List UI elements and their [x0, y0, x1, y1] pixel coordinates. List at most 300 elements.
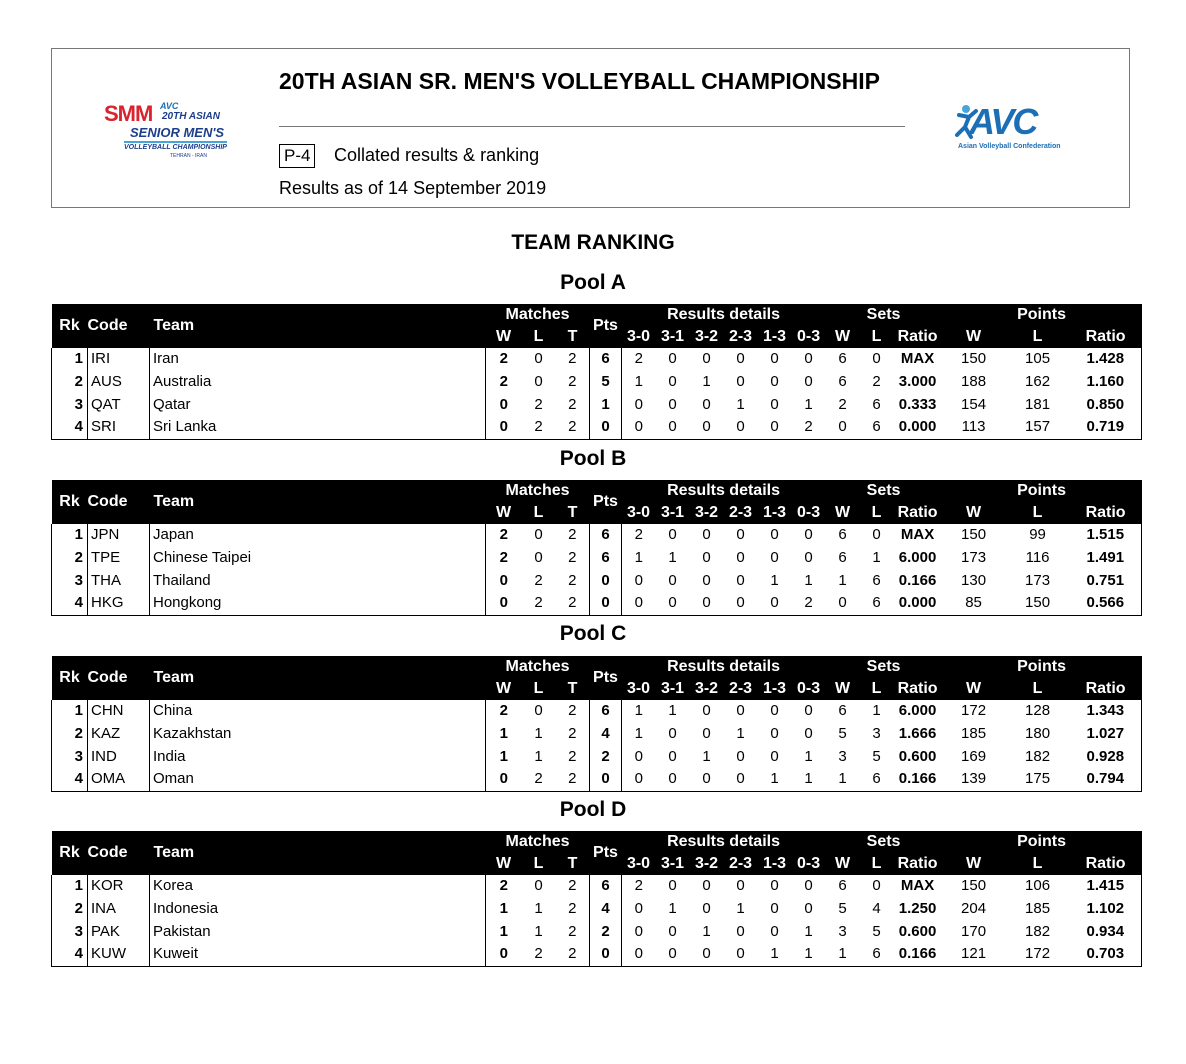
column-header-rk: Rk — [52, 480, 88, 524]
result-3-2-cell: 0 — [702, 395, 711, 413]
column-header-r31: 3-1 — [656, 853, 690, 875]
table-row — [52, 898, 1142, 921]
result-3-0-cell: 1 — [622, 723, 656, 746]
matches-lost-cell: 0 — [534, 350, 543, 368]
column-header-points: Points — [942, 480, 1142, 502]
points-won-cell: 150 — [961, 526, 987, 544]
column-header-points: Points — [942, 831, 1142, 853]
column-header-w: W — [942, 678, 1006, 700]
result-3-2-cell: 0 — [690, 416, 724, 439]
result-2-3-cell: 0 — [736, 571, 745, 589]
points-ratio-cell: 1.428 — [1070, 348, 1142, 371]
team-code-cell: SRI — [88, 416, 150, 439]
matches-total-cell: 2 — [568, 373, 577, 391]
table-row — [52, 569, 1142, 592]
column-header-w: W — [826, 326, 860, 348]
column-header-w: W — [486, 853, 522, 875]
sets-ratio-cell: 0.166 — [898, 571, 937, 589]
sets-ratio-cell: 0.600 — [898, 747, 937, 765]
document-header — [51, 48, 1130, 208]
column-header-ratio: Ratio — [894, 853, 942, 875]
sets-won-cell: 6 — [838, 350, 847, 368]
points-total-cell: 0 — [590, 416, 622, 439]
points-total-cell: 1 — [590, 393, 622, 416]
column-header-l: L — [860, 502, 894, 524]
result-3-0-cell: 1 — [622, 371, 656, 394]
matches-total-cell: 2 — [556, 943, 590, 966]
result-3-0-cell: 0 — [622, 393, 656, 416]
result-2-3-cell: 0 — [736, 877, 745, 895]
column-header-r13: 1-3 — [758, 502, 792, 524]
column-header-w: W — [942, 326, 1006, 348]
results-date: Results as of 14 September 2019 — [279, 178, 547, 198]
points-total-cell: 6 — [590, 875, 622, 898]
result-3-0-cell: 0 — [622, 920, 656, 943]
column-header-sets: Sets — [826, 831, 942, 853]
matches-lost-cell: 2 — [522, 943, 556, 966]
rank-cell: 3 — [52, 569, 88, 592]
team-code-cell: KAZ — [88, 723, 150, 746]
matches-won-cell: 1 — [486, 745, 522, 768]
matches-won-cell: 2 — [486, 371, 522, 394]
result-3-2-cell: 0 — [702, 900, 711, 918]
column-header-r32: 3-2 — [690, 326, 724, 348]
column-header-ratio: Ratio — [1070, 678, 1142, 700]
result-3-0-cell: 0 — [622, 592, 656, 615]
team-code-cell: PAK — [88, 920, 150, 943]
sets-ratio-cell: 0.333 — [898, 395, 937, 413]
sets-won-cell: 6 — [838, 526, 847, 544]
column-header-ratio: Ratio — [894, 678, 942, 700]
team-code-cell: KUW — [88, 943, 150, 966]
result-0-3-cell: 2 — [792, 416, 826, 439]
column-header-code: Code — [88, 656, 150, 700]
column-header-sets: Sets — [826, 304, 942, 326]
points-ratio-cell: 1.102 — [1070, 898, 1142, 921]
sets-won-cell: 0 — [826, 592, 860, 615]
points-lost-cell: 157 — [1006, 416, 1070, 439]
sets-lost-cell: 6 — [860, 592, 894, 615]
result-3-0-cell: 0 — [622, 745, 656, 768]
points-ratio-cell: 0.934 — [1070, 920, 1142, 943]
points-lost-cell: 172 — [1006, 943, 1070, 966]
team-name-cell: India — [150, 745, 486, 768]
column-header-sets: Sets — [826, 480, 942, 502]
points-ratio-cell: 0.850 — [1070, 393, 1142, 416]
matches-lost-cell: 0 — [534, 702, 543, 720]
column-header-ratio: Ratio — [1070, 502, 1142, 524]
result-3-2-cell: 1 — [702, 747, 711, 765]
sets-lost-cell: 0 — [872, 526, 881, 544]
result-3-1-cell: 0 — [656, 768, 690, 791]
table-row — [52, 745, 1142, 768]
matches-total-cell: 2 — [568, 900, 577, 918]
points-lost-cell: 182 — [1025, 922, 1051, 940]
matches-won-cell: 0 — [486, 569, 522, 592]
result-3-1-cell: 0 — [668, 350, 677, 368]
sets-won-cell: 0 — [826, 416, 860, 439]
result-1-3-cell: 1 — [758, 768, 792, 791]
table-row — [52, 592, 1142, 615]
points-won-cell: 150 — [961, 350, 987, 368]
result-3-0-cell: 0 — [622, 569, 656, 592]
points-total-cell: 2 — [590, 920, 622, 943]
team-name-cell: Iran — [150, 348, 486, 371]
table-row — [52, 920, 1142, 943]
matches-total-cell: 2 — [556, 416, 590, 439]
sets-lost-cell: 3 — [872, 725, 881, 743]
column-header-r30: 3-0 — [622, 326, 656, 348]
team-code-cell: CHN — [88, 700, 150, 723]
team-name-cell: China — [150, 700, 486, 723]
result-3-1-cell: 0 — [668, 526, 677, 544]
column-header-w: W — [486, 502, 522, 524]
column-header-ratio: Ratio — [1070, 853, 1142, 875]
result-3-1-cell: 0 — [656, 592, 690, 615]
title-divider — [279, 126, 905, 127]
matches-lost-cell: 1 — [534, 747, 543, 765]
sets-ratio-cell: 0.000 — [894, 592, 942, 615]
sets-lost-cell: 6 — [860, 768, 894, 791]
result-0-3-cell: 1 — [792, 943, 826, 966]
table-row — [52, 547, 1142, 570]
column-header-w: W — [942, 502, 1006, 524]
sets-won-cell: 6 — [838, 549, 847, 567]
result-3-0-cell: 1 — [622, 700, 656, 723]
result-3-0-cell: 0 — [622, 768, 656, 791]
points-total-cell: 4 — [590, 898, 622, 921]
rank-cell: 2 — [52, 898, 88, 921]
matches-won-cell: 2 — [486, 547, 522, 570]
sets-won-cell: 6 — [838, 373, 847, 391]
result-3-1-cell: 0 — [668, 877, 677, 895]
table-row — [52, 943, 1142, 966]
column-header-l: L — [860, 326, 894, 348]
column-header-t: T — [556, 502, 590, 524]
sets-won-cell: 6 — [838, 702, 847, 720]
rank-cell: 3 — [52, 745, 88, 768]
column-header-sets: Sets — [826, 656, 942, 678]
sets-won-cell: 1 — [826, 943, 860, 966]
result-1-3-cell: 0 — [770, 702, 779, 720]
points-won-cell: 173 — [961, 549, 987, 567]
team-code-cell: TPE — [88, 547, 150, 570]
rank-cell: 2 — [52, 723, 88, 746]
result-2-3-cell: 0 — [736, 526, 745, 544]
result-3-2-cell: 0 — [702, 526, 711, 544]
result-1-3-cell: 0 — [758, 416, 792, 439]
column-header-results_details: Results details — [622, 831, 826, 853]
points-ratio-cell: 0.794 — [1070, 768, 1142, 791]
points-lost-cell: 173 — [1025, 571, 1051, 589]
column-header-r13: 1-3 — [758, 853, 792, 875]
matches-total-cell: 2 — [556, 592, 590, 615]
sets-lost-cell: 6 — [872, 571, 881, 589]
team-name-cell: Japan — [150, 524, 486, 547]
rank-cell: 4 — [52, 416, 88, 439]
column-header-r30: 3-0 — [622, 502, 656, 524]
table-row — [52, 768, 1142, 791]
column-header-l: L — [522, 502, 556, 524]
points-won-cell: 130 — [961, 571, 987, 589]
team-code-cell: THA — [88, 569, 150, 592]
column-header-w: W — [826, 502, 860, 524]
rank-cell: 1 — [52, 524, 88, 547]
points-ratio-cell: 0.703 — [1070, 943, 1142, 966]
column-header-ratio: Ratio — [894, 326, 942, 348]
points-won-cell: 113 — [942, 416, 1006, 439]
team-name-cell: Hongkong — [150, 592, 486, 615]
sets-won-cell: 3 — [838, 922, 847, 940]
result-3-2-cell: 0 — [702, 571, 711, 589]
points-total-cell: 6 — [590, 348, 622, 371]
result-1-3-cell: 0 — [770, 922, 779, 940]
document-title: 20TH ASIAN SR. MEN'S VOLLEYBALL CHAMPIONSHIP — [279, 68, 880, 94]
result-3-1-cell: 0 — [656, 416, 690, 439]
column-header-r31: 3-1 — [656, 678, 690, 700]
team-code-cell: INA — [88, 898, 150, 921]
pool-title: Pool A — [560, 271, 626, 294]
column-header-points: Points — [942, 304, 1142, 326]
table-row — [52, 371, 1142, 394]
rank-cell: 3 — [52, 393, 88, 416]
rank-cell: 4 — [52, 592, 88, 615]
rank-cell: 4 — [52, 768, 88, 791]
sets-ratio-cell: MAX — [900, 526, 935, 544]
column-header-rk: Rk — [52, 304, 88, 348]
points-won-cell: 185 — [961, 725, 987, 743]
points-lost-cell: 128 — [1025, 702, 1051, 720]
result-2-3-cell: 1 — [736, 395, 745, 413]
column-header-ratio: Ratio — [1070, 326, 1142, 348]
matches-lost-cell: 2 — [522, 592, 556, 615]
result-3-1-cell: 1 — [668, 702, 677, 720]
pool-title: Pool D — [559, 798, 627, 821]
team-name-cell: Kazakhstan — [150, 723, 486, 746]
matches-total-cell: 2 — [568, 877, 577, 895]
result-3-2-cell: 0 — [690, 768, 724, 791]
points-ratio-cell: 1.027 — [1070, 723, 1142, 746]
points-total-cell: 6 — [590, 524, 622, 547]
result-2-3-cell: 0 — [736, 350, 745, 368]
result-2-3-cell: 0 — [724, 416, 758, 439]
matches-total-cell: 2 — [568, 702, 577, 720]
result-3-1-cell: 1 — [668, 900, 677, 918]
column-header-code: Code — [88, 831, 150, 875]
matches-won-cell: 2 — [486, 524, 522, 547]
result-3-2-cell: 0 — [702, 549, 711, 567]
result-0-3-cell: 1 — [804, 571, 813, 589]
result-3-1-cell: 0 — [656, 943, 690, 966]
column-header-l: L — [522, 326, 556, 348]
sets-lost-cell: 2 — [872, 373, 881, 391]
matches-total-cell: 2 — [568, 725, 577, 743]
matches-lost-cell: 1 — [534, 922, 543, 940]
result-1-3-cell: 0 — [770, 373, 779, 391]
sets-lost-cell: 0 — [872, 350, 881, 368]
matches-lost-cell: 0 — [534, 877, 543, 895]
column-header-r30: 3-0 — [622, 853, 656, 875]
points-won-cell: 169 — [961, 747, 987, 765]
team-code-cell: OMA — [88, 768, 150, 791]
matches-lost-cell: 1 — [534, 900, 543, 918]
result-0-3-cell: 0 — [804, 526, 813, 544]
pool-title: Pool B — [559, 447, 627, 470]
column-header-pts: Pts — [590, 480, 622, 524]
matches-total-cell: 2 — [568, 549, 577, 567]
column-header-l: L — [1006, 853, 1070, 875]
points-lost-cell: 181 — [1025, 395, 1051, 413]
rank-cell: 1 — [52, 700, 88, 723]
column-header-r03: 0-3 — [792, 502, 826, 524]
sets-ratio-cell: 0.166 — [894, 943, 942, 966]
result-0-3-cell: 0 — [804, 900, 813, 918]
column-header-r31: 3-1 — [656, 326, 690, 348]
matches-lost-cell: 2 — [522, 768, 556, 791]
rank-cell: 2 — [52, 547, 88, 570]
column-header-rk: Rk — [52, 656, 88, 700]
column-header-l: L — [522, 853, 556, 875]
result-3-0-cell: 2 — [622, 524, 656, 547]
column-header-w: W — [826, 853, 860, 875]
result-3-2-cell: 0 — [690, 592, 724, 615]
result-3-2-cell: 0 — [702, 350, 711, 368]
points-ratio-cell: 1.415 — [1070, 875, 1142, 898]
result-0-3-cell: 0 — [804, 549, 813, 567]
points-won-cell: 139 — [942, 768, 1006, 791]
sets-lost-cell: 6 — [860, 943, 894, 966]
matches-lost-cell: 0 — [534, 526, 543, 544]
team-name-cell: Chinese Taipei — [150, 547, 486, 570]
matches-lost-cell: 2 — [522, 416, 556, 439]
sets-lost-cell: 0 — [872, 877, 881, 895]
result-3-0-cell: 2 — [622, 875, 656, 898]
result-2-3-cell: 0 — [736, 747, 745, 765]
table-row — [52, 700, 1142, 723]
column-header-r23: 2-3 — [724, 326, 758, 348]
points-total-cell: 5 — [590, 371, 622, 394]
points-lost-cell: 106 — [1025, 877, 1051, 895]
matches-won-cell: 0 — [486, 943, 522, 966]
result-3-1-cell: 0 — [668, 373, 677, 391]
matches-lost-cell: 0 — [534, 549, 543, 567]
result-3-0-cell: 2 — [622, 348, 656, 371]
points-total-cell: 6 — [590, 547, 622, 570]
result-3-2-cell: 1 — [702, 922, 711, 940]
result-3-2-cell: 0 — [690, 943, 724, 966]
pool-table — [51, 304, 1142, 440]
pool-table — [51, 480, 1142, 616]
column-header-matches: Matches — [486, 480, 590, 502]
matches-total-cell: 2 — [568, 747, 577, 765]
points-lost-cell: 150 — [1006, 592, 1070, 615]
table-row — [52, 524, 1142, 547]
column-header-r32: 3-2 — [690, 502, 724, 524]
result-3-1-cell: 0 — [668, 395, 677, 413]
matches-won-cell: 0 — [486, 416, 522, 439]
result-1-3-cell: 0 — [758, 592, 792, 615]
points-lost-cell: 182 — [1025, 747, 1051, 765]
team-code-cell: HKG — [88, 592, 150, 615]
team-code-cell: IND — [88, 745, 150, 768]
points-ratio-cell: 0.928 — [1070, 745, 1142, 768]
matches-total-cell: 2 — [568, 526, 577, 544]
matches-lost-cell: 2 — [534, 395, 543, 413]
column-header-r13: 1-3 — [758, 326, 792, 348]
table-row — [52, 393, 1142, 416]
column-header-t: T — [556, 853, 590, 875]
column-header-team: Team — [150, 480, 486, 524]
result-2-3-cell: 0 — [724, 943, 758, 966]
column-header-r03: 0-3 — [792, 853, 826, 875]
column-header-l: L — [1006, 502, 1070, 524]
result-0-3-cell: 0 — [804, 350, 813, 368]
sets-lost-cell: 5 — [872, 747, 881, 765]
points-lost-cell: 180 — [1025, 725, 1051, 743]
matches-lost-cell: 2 — [534, 571, 543, 589]
sets-ratio-cell: 6.000 — [898, 549, 937, 567]
matches-lost-cell: 0 — [534, 373, 543, 391]
result-3-0-cell: 0 — [622, 416, 656, 439]
sets-lost-cell: 1 — [872, 549, 881, 567]
result-1-3-cell: 0 — [770, 526, 779, 544]
pool-table — [51, 831, 1142, 967]
matches-total-cell: 2 — [556, 768, 590, 791]
result-1-3-cell: 0 — [770, 549, 779, 567]
matches-won-cell: 1 — [486, 898, 522, 921]
championship-logo: SMM AVC 20TH ASIAN SENIOR MEN'S VOLLEYBALL CHAMPIONSHIP TEHRAN - IRAN — [104, 101, 227, 159]
column-header-pts: Pts — [590, 304, 622, 348]
sets-won-cell: 6 — [838, 877, 847, 895]
result-2-3-cell: 0 — [736, 922, 745, 940]
column-header-rk: Rk — [52, 831, 88, 875]
result-2-3-cell: 1 — [736, 900, 745, 918]
points-won-cell: 85 — [942, 592, 1006, 615]
column-header-r23: 2-3 — [724, 678, 758, 700]
points-total-cell: 0 — [590, 569, 622, 592]
column-header-l: L — [1006, 678, 1070, 700]
result-0-3-cell: 2 — [792, 592, 826, 615]
points-total-cell: 0 — [590, 943, 622, 966]
column-header-w: W — [486, 326, 522, 348]
team-code-cell: KOR — [88, 875, 150, 898]
result-0-3-cell: 1 — [804, 747, 813, 765]
result-2-3-cell: 1 — [736, 725, 745, 743]
pool-title: Pool C — [559, 622, 627, 645]
result-0-3-cell: 0 — [804, 725, 813, 743]
table-row — [52, 723, 1142, 746]
column-header-points: Points — [942, 656, 1142, 678]
sets-lost-cell: 6 — [860, 416, 894, 439]
column-header-r32: 3-2 — [690, 853, 724, 875]
column-header-w: W — [942, 853, 1006, 875]
sets-won-cell: 2 — [838, 395, 847, 413]
sets-ratio-cell: 0.000 — [894, 416, 942, 439]
avc-logo: AVC Asian Volleyball Confederation — [947, 99, 1087, 159]
sets-won-cell: 5 — [838, 900, 847, 918]
column-header-r30: 3-0 — [622, 678, 656, 700]
result-0-3-cell: 1 — [804, 922, 813, 940]
matches-total-cell: 2 — [568, 350, 577, 368]
sets-lost-cell: 6 — [872, 395, 881, 413]
matches-won-cell: 2 — [486, 875, 522, 898]
points-ratio-cell: 0.719 — [1070, 416, 1142, 439]
result-3-1-cell: 0 — [668, 571, 677, 589]
column-header-w: W — [826, 678, 860, 700]
team-name-cell: Pakistan — [150, 920, 486, 943]
result-3-2-cell: 0 — [702, 725, 711, 743]
points-won-cell: 121 — [942, 943, 1006, 966]
